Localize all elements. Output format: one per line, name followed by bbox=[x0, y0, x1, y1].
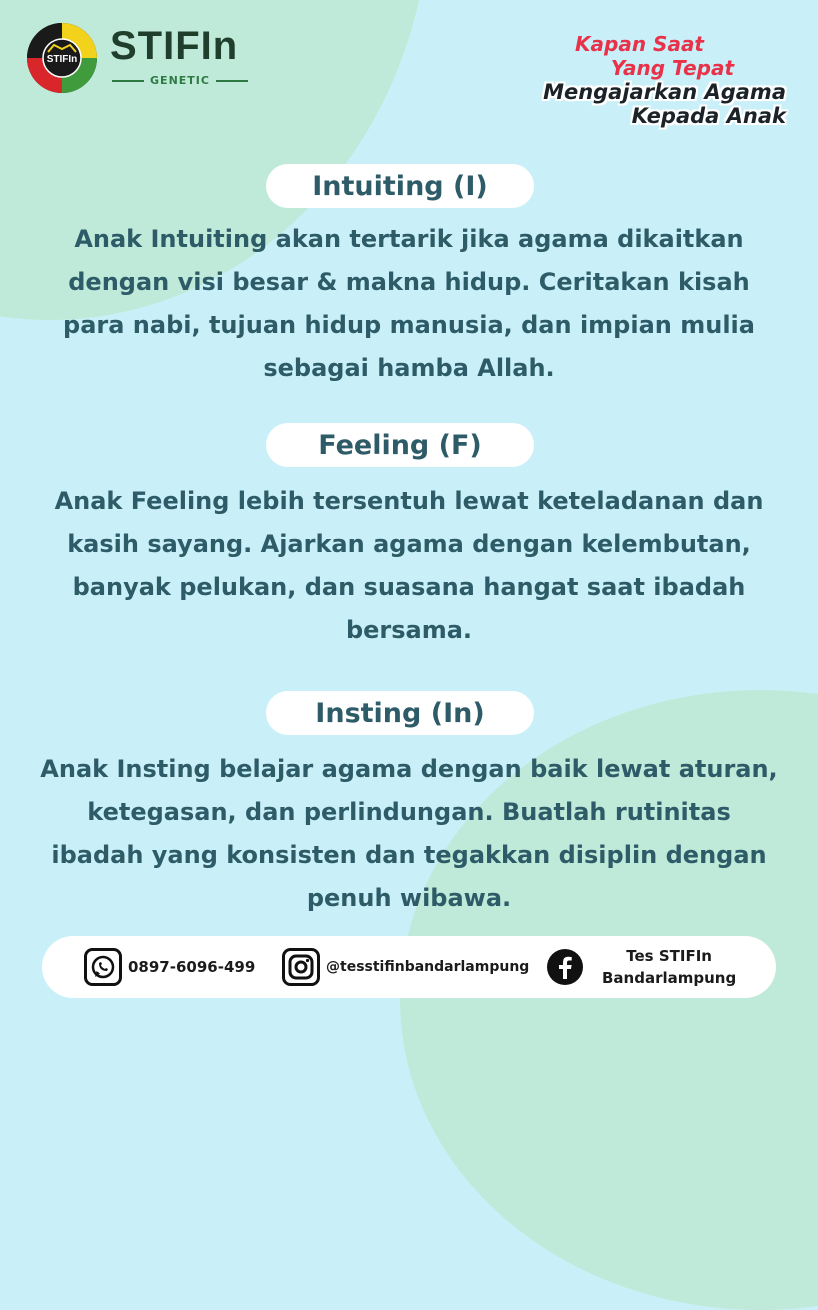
facebook-line-2: Bandarlampung bbox=[602, 969, 737, 987]
brand-tagline: GENETIC bbox=[150, 74, 210, 87]
tagline-rule-right bbox=[216, 80, 248, 82]
headline-line-2: Yang Tepat bbox=[610, 56, 734, 80]
facebook-line-1: Tes STIFIn bbox=[626, 947, 712, 965]
instagram-handle: @tesstifinbandarlampung bbox=[326, 959, 530, 975]
stifin-logo bbox=[26, 22, 266, 98]
instagram-contact[interactable] bbox=[282, 936, 529, 998]
logo-badge-text: STIFIn bbox=[46, 54, 78, 65]
section-body-feeling: Anak Feeling lebih tersentuh lewat keteladanan dan kasih sayang. Ajarkan agama dengan kelembutan, banyak pelukan, dan suasana hangat saat ibadah bersama. bbox=[54, 487, 764, 644]
tagline-rule-left bbox=[112, 80, 144, 82]
section-body-intuiting: Anak Intuiting akan tertarik jika agama dikaitkan dengan visi besar & makna hidup. Ceritakan kisah para nabi, tujuan hidup manusia, dan impian mulia sebagai hamba Allah. bbox=[63, 225, 755, 382]
headline-line-3: Mengajarkan Agama bbox=[543, 80, 786, 104]
headline-line-4: Kepada Anak bbox=[631, 104, 786, 128]
section-title-feeling: Feeling (F) bbox=[266, 423, 534, 467]
contact-bar bbox=[42, 936, 776, 998]
instagram-icon bbox=[282, 948, 320, 986]
section-body-insting: Anak Insting belajar agama dengan baik lewat aturan, ketegasan, dan perlindungan. Buatlah rutinitas ibadah yang konsisten dan tegakkan disiplin dengan penuh wibawa. bbox=[40, 755, 778, 912]
headline-line-1: Kapan Saat bbox=[575, 32, 704, 56]
facebook-icon bbox=[546, 948, 584, 986]
stifin-logo-emblem bbox=[26, 22, 98, 94]
brand-name: STIFIn bbox=[110, 24, 239, 68]
facebook-contact[interactable] bbox=[546, 936, 736, 998]
whatsapp-contact[interactable] bbox=[84, 936, 255, 998]
brand-tagline-row bbox=[112, 74, 248, 87]
section-title-intuiting: Intuiting (I) bbox=[266, 164, 534, 208]
whatsapp-number: 0897-6096-499 bbox=[128, 958, 256, 976]
headline bbox=[543, 32, 786, 128]
facebook-page-name bbox=[602, 945, 736, 989]
section-title-insting: Insting (In) bbox=[266, 691, 534, 735]
whatsapp-icon bbox=[84, 948, 122, 986]
